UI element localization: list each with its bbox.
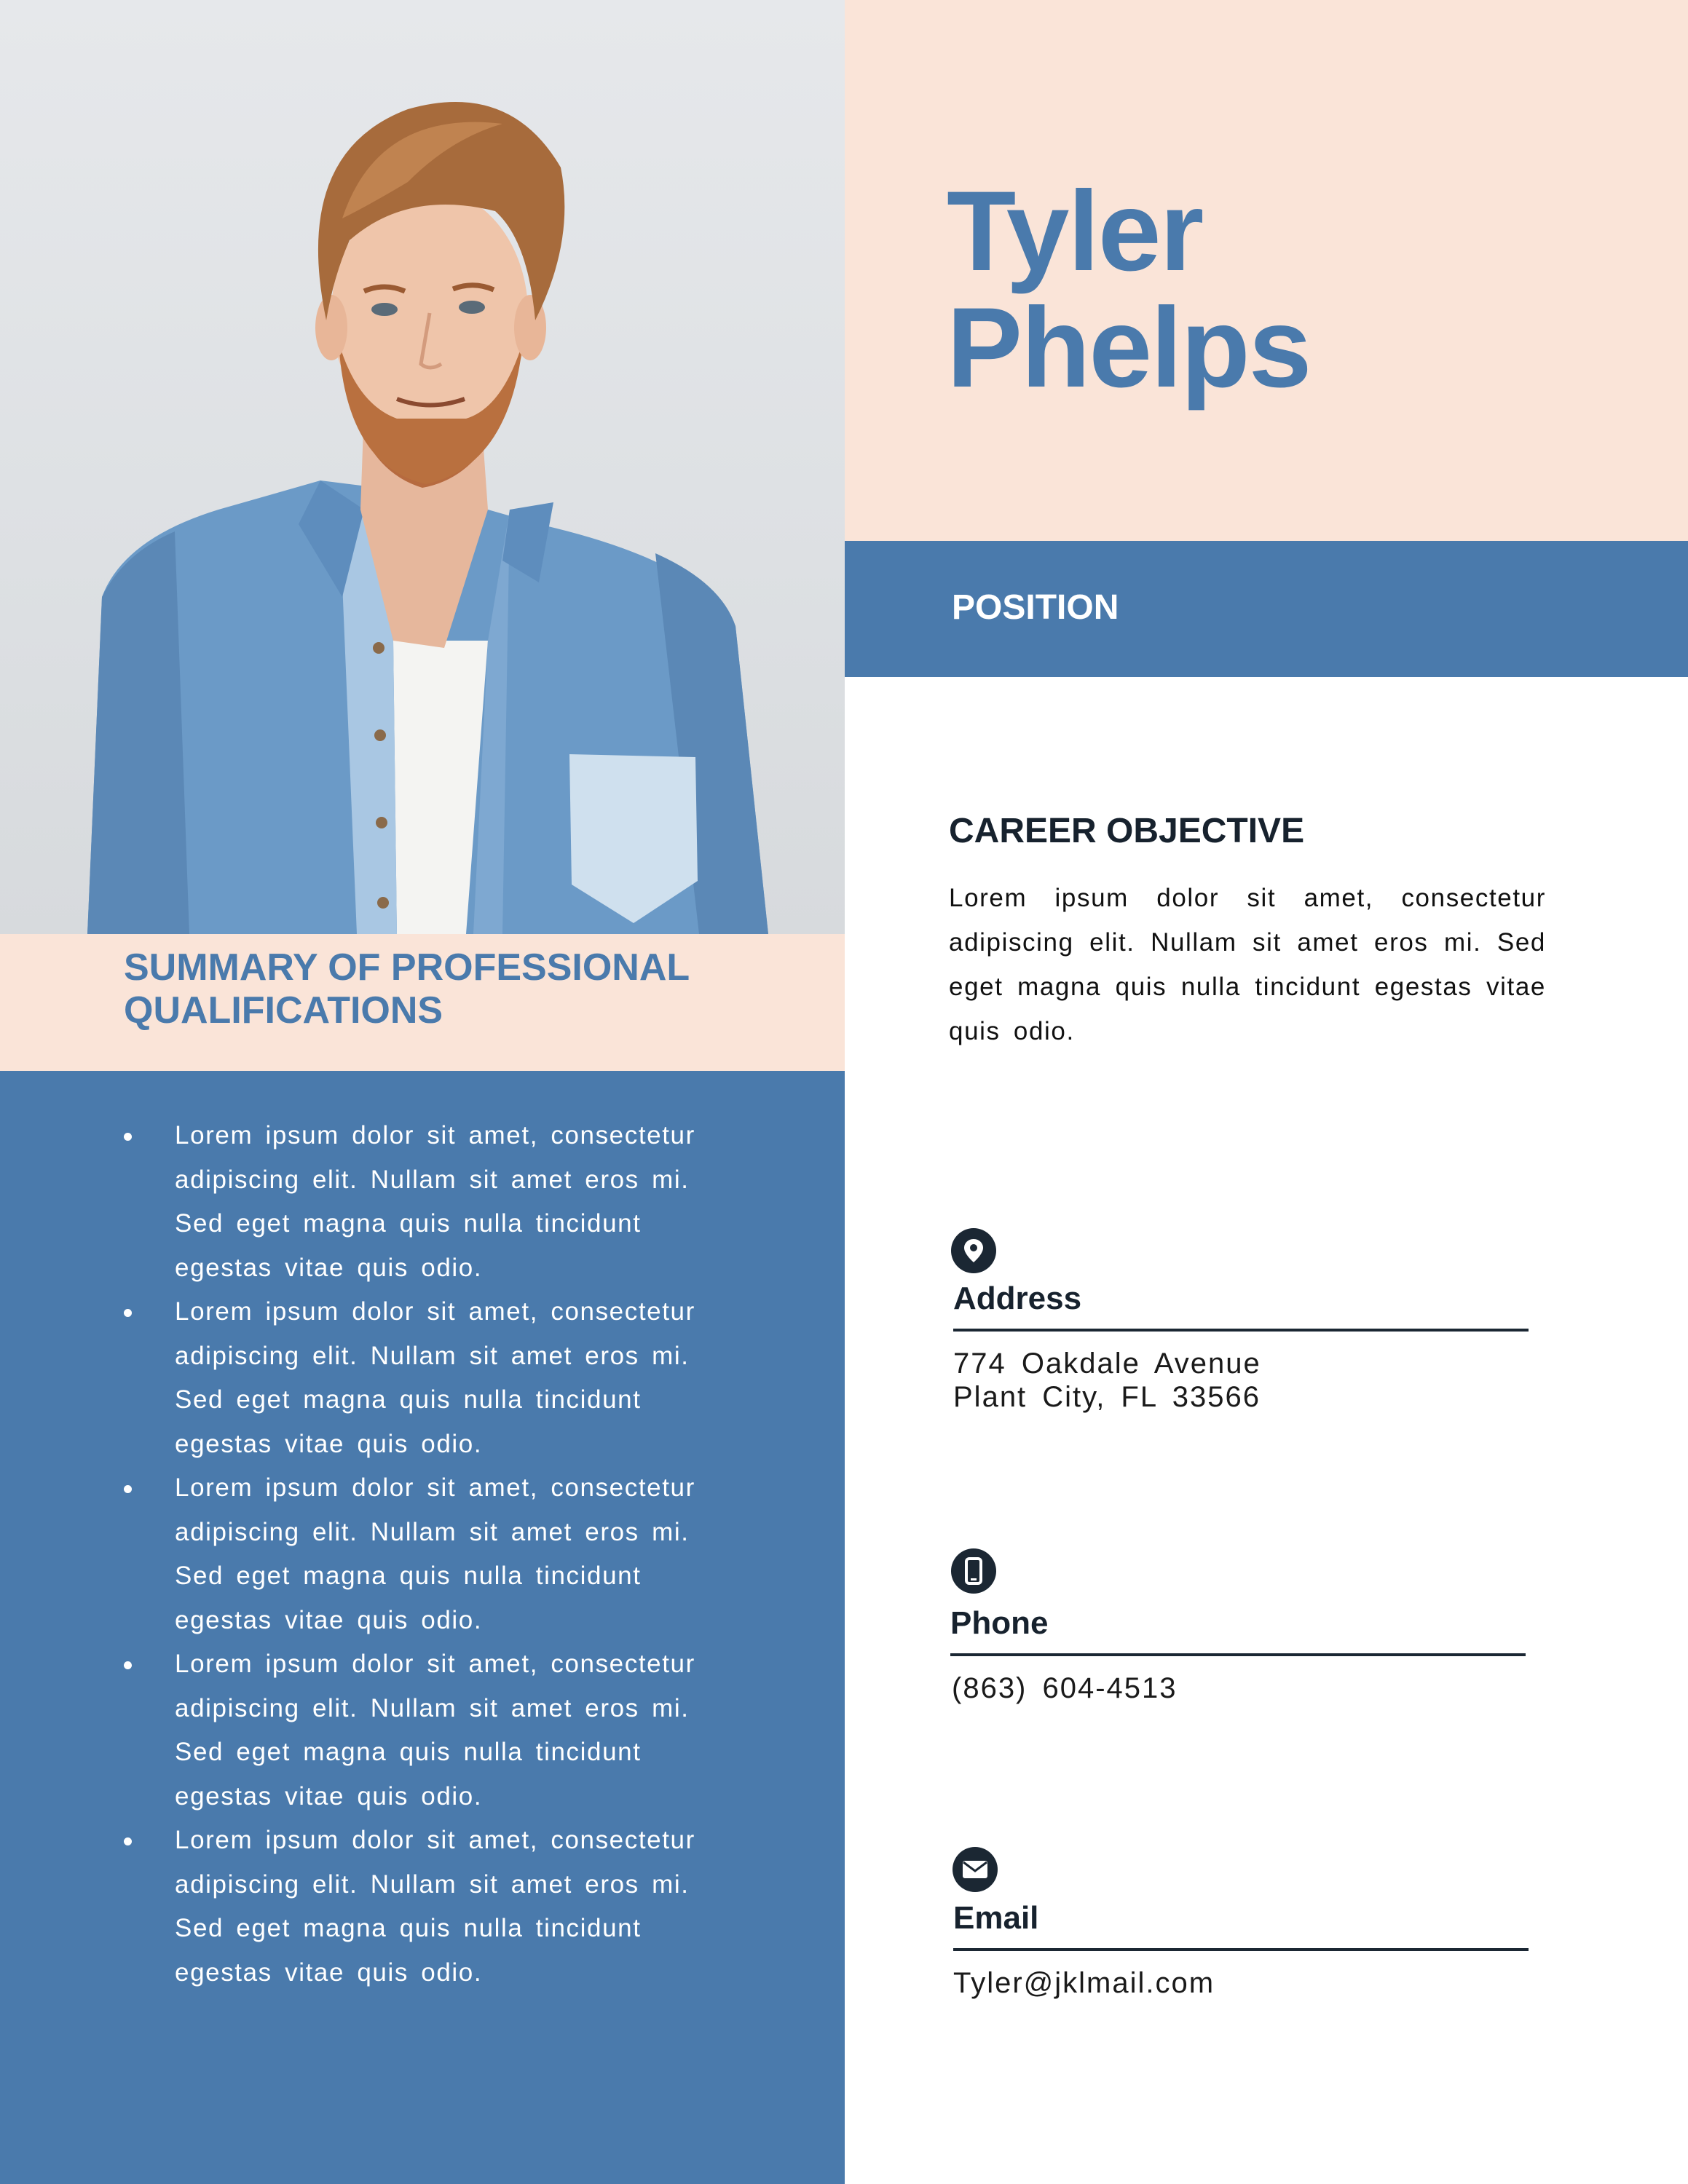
phone-label: Phone [950,1605,1049,1641]
divider [953,1329,1529,1332]
divider [953,1948,1529,1951]
summary-title: SUMMARY OF PROFESSIONAL QUALIFICATIONS [124,946,690,1032]
divider [950,1653,1526,1656]
address-street: 774 Oakdale Avenue [953,1348,1261,1380]
bullet-icon [124,1133,132,1141]
qualification-text: Lorem ipsum dolor sit amet, consectetur adipiscing elit. Nullam sit amet eros mi. Sed eget magna quis nulla tincidunt egestas vitae quis odio. [175,1297,695,1458]
profile-photo [0,0,845,934]
email-label: Email [953,1900,1039,1936]
mobile-phone-icon [951,1548,996,1594]
qualification-text: Lorem ipsum dolor sit amet, consectetur adipiscing elit. Nullam sit amet eros mi. Sed eget magna quis nulla tincidunt egestas vitae quis odio. [175,1121,695,1282]
portrait-illustration [0,0,845,934]
list-item [124,1642,706,1819]
career-objective-heading: CAREER OBJECTIVE [949,812,1305,850]
list-item [124,1466,706,1642]
first-name: Tyler [947,168,1203,295]
qualification-text: Lorem ipsum dolor sit amet, consectetur adipiscing elit. Nullam sit amet eros mi. Sed eget magna quis nulla tincidunt egestas vitae quis odio. [175,1826,695,1987]
position-title: POSITION [952,588,1119,627]
address-label: Address [953,1281,1082,1316]
career-objective-text: Lorem ipsum dolor sit amet, consectetur adipiscing elit. Nullam sit amet eros mi. Sed eget magna quis nulla tincidunt egestas vitae quis odio. [949,884,1546,1045]
list-item [124,1819,706,1995]
phone-number: (863) 604-4513 [952,1672,1178,1704]
bullet-icon [124,1661,132,1669]
qualification-text: Lorem ipsum dolor sit amet, consectetur adipiscing elit. Nullam sit amet eros mi. Sed eget magna quis nulla tincidunt egestas vitae quis odio. [175,1650,695,1811]
email-address[interactable]: Tyler@jklmail.com [953,1967,1215,1999]
location-pin-icon [951,1228,996,1273]
list-item [124,1114,706,1290]
address-city: Plant City, FL 33566 [953,1381,1261,1413]
qualification-text: Lorem ipsum dolor sit amet, consectetur adipiscing elit. Nullam sit amet eros mi. Sed eget magna quis nulla tincidunt egestas vitae quis odio. [175,1473,695,1634]
envelope-icon [953,1847,998,1892]
bullet-icon [124,1837,132,1845]
bullet-icon [124,1485,132,1493]
bullet-icon [124,1309,132,1317]
qualification-list [124,1114,706,1995]
list-item [124,1290,706,1466]
last-name: Phelps [947,285,1311,411]
